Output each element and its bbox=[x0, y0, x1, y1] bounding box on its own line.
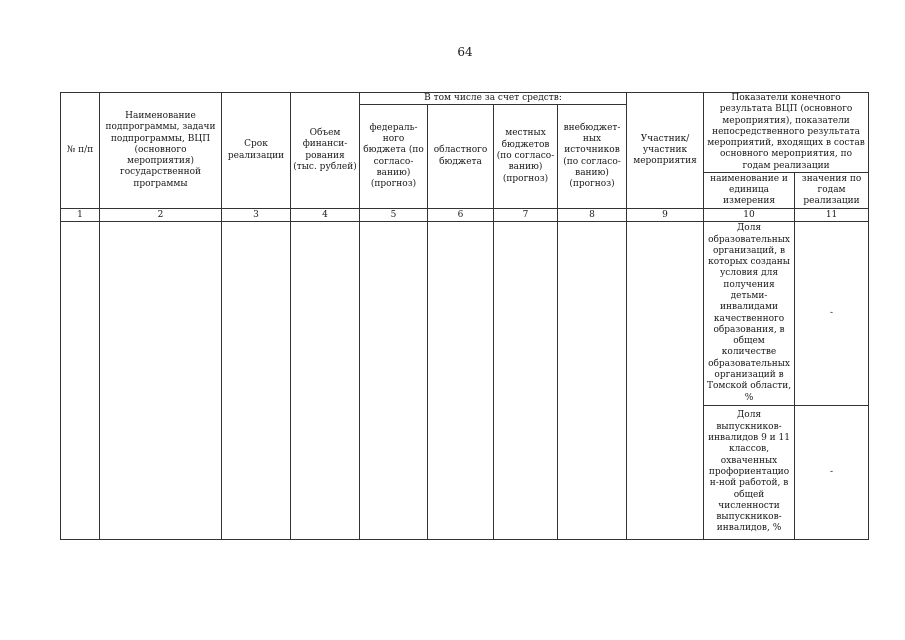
page-number: 64 bbox=[457, 45, 473, 59]
cell-local-budgets bbox=[494, 222, 558, 540]
header-indicator-name: наименование и единица измерения bbox=[704, 173, 795, 209]
header-subprogram-name: Наименование подпрограммы, задачи подпрограммы, ВЦП (основного мероприятия) государственной программы bbox=[100, 93, 222, 209]
column-number: 2 bbox=[100, 209, 222, 222]
cell-indicator-value: - bbox=[795, 406, 869, 540]
header-number: № п/п bbox=[61, 93, 100, 209]
cell-participant bbox=[627, 222, 704, 540]
cell-indicator-name: Доля выпускников-инвалидов 9 и 11 классов, охваченных профориентацион-ной работой, в общей численности выпускников-инвалидов, % bbox=[704, 406, 795, 540]
cell-extrabudgetary bbox=[558, 222, 627, 540]
column-number: 7 bbox=[494, 209, 558, 222]
header-indicators: Показатели конечного результата ВЦП (основного мероприятия), показатели непосредственного результата мероприятий, входящих в состав основного мероприятия, по годам реализации bbox=[704, 93, 869, 173]
header-federal-budget: федераль-ного бюджета (по согласо-ванию) (прогноз) bbox=[360, 105, 428, 209]
column-number: 3 bbox=[222, 209, 291, 222]
cell-term bbox=[222, 222, 291, 540]
column-number: 5 bbox=[360, 209, 428, 222]
header-funding-sources: В том числе за счет средств: bbox=[360, 93, 627, 105]
header-indicator-values: значения по годам реализации bbox=[795, 173, 869, 209]
column-number: 9 bbox=[627, 209, 704, 222]
header-extrabudgetary: внебюджет-ных источников (по согласо-ванию) (прогноз) bbox=[558, 105, 627, 209]
cell-number bbox=[61, 222, 100, 540]
program-table bbox=[60, 92, 869, 540]
column-number: 11 bbox=[795, 209, 869, 222]
header-row-1 bbox=[61, 93, 869, 105]
header-term: Срок реализации bbox=[222, 93, 291, 209]
cell-regional-budget bbox=[428, 222, 494, 540]
column-number: 10 bbox=[704, 209, 795, 222]
cell-federal-budget bbox=[360, 222, 428, 540]
column-number: 1 bbox=[61, 209, 100, 222]
cell-indicator-value: - bbox=[795, 222, 869, 406]
header-regional-budget: областного бюджета bbox=[428, 105, 494, 209]
column-number-row bbox=[61, 209, 869, 222]
cell-subprogram-name bbox=[100, 222, 222, 540]
column-number: 4 bbox=[291, 209, 360, 222]
header-participant: Участник/ участник мероприятия bbox=[627, 93, 704, 209]
header-funding-volume: Объем финанси-рования (тыс. рублей) bbox=[291, 93, 360, 209]
table-row bbox=[61, 222, 869, 406]
cell-funding-volume bbox=[291, 222, 360, 540]
column-number: 8 bbox=[558, 209, 627, 222]
cell-indicator-name: Доля образовательных организаций, в которых созданы условия для получения детьми-инвалидами качественного образования, в общем количестве образовательных организаций в Томской области, % bbox=[704, 222, 795, 406]
column-number: 6 bbox=[428, 209, 494, 222]
header-local-budgets: местных бюджетов (по согласо-ванию) (прогноз) bbox=[494, 105, 558, 209]
